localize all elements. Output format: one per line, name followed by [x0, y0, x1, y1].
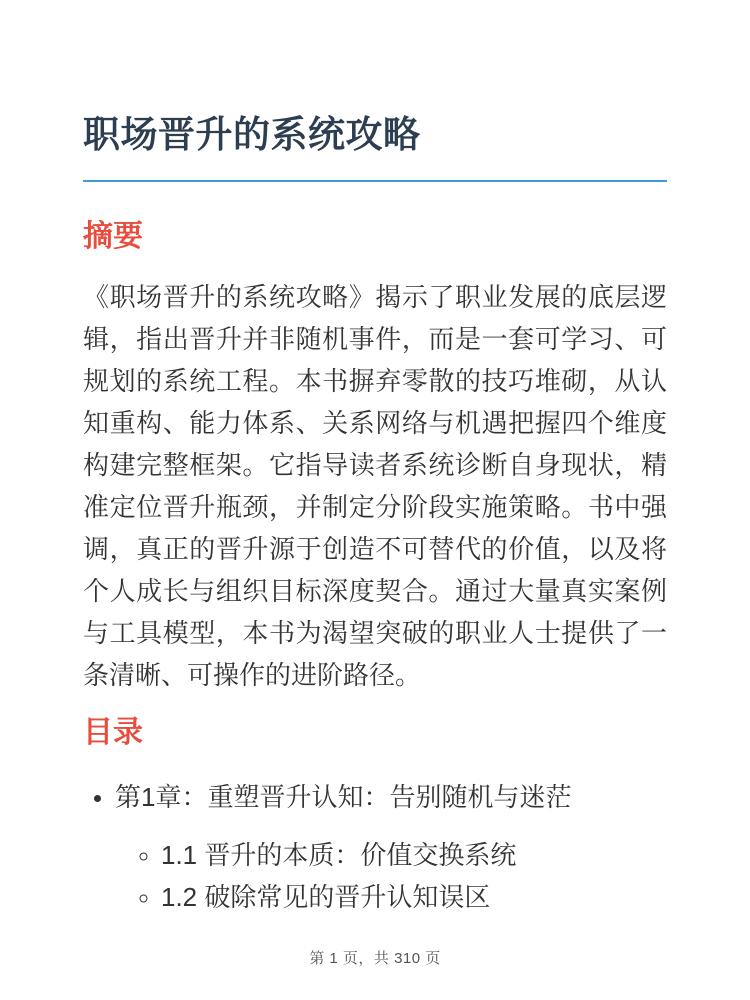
page-title: 职场晋升的系统攻略 [83, 114, 421, 155]
toc-section-item: ◦ 1.1 晋升的本质：价值交换系统 [161, 834, 667, 876]
abstract-paragraph: 《职场晋升的系统攻略》揭示了职业发展的底层逻辑，指出晋升并非随机事件，而是一套可学习、可规划的系统工程。本书摒弃零散的技巧堆砌，从认知重构、能力体系、关系网络与机遇把握四个维度构建完整框架。它指导读者系统诊断自身现状，精准定位晋升瓶颈，并制定分阶段实施策略。书中强调，真正的晋升源于创造不可替代的价值，以及将个人成长与组织目标深度契合。通过大量真实案例与工具模型，本书为渴望突破的职业人士提供了一条清晰、可操作的进阶路径。 [83, 282, 667, 690]
toc-subsection-list [115, 834, 667, 918]
toc-chapter-label: 第1章：重塑晋升认知：告别随机与迷茫 [115, 782, 572, 812]
page-number-footer: 第 1 页，共 310 页 [309, 950, 441, 967]
toc-list [83, 776, 667, 918]
title-divider [83, 180, 667, 182]
toc-chapter-item [115, 776, 667, 918]
toc-heading: 目录 [83, 716, 143, 749]
toc-section-item: ◦ 1.2 破除常见的晋升认知误区 [161, 876, 667, 918]
abstract-heading: 摘要 [83, 220, 143, 253]
